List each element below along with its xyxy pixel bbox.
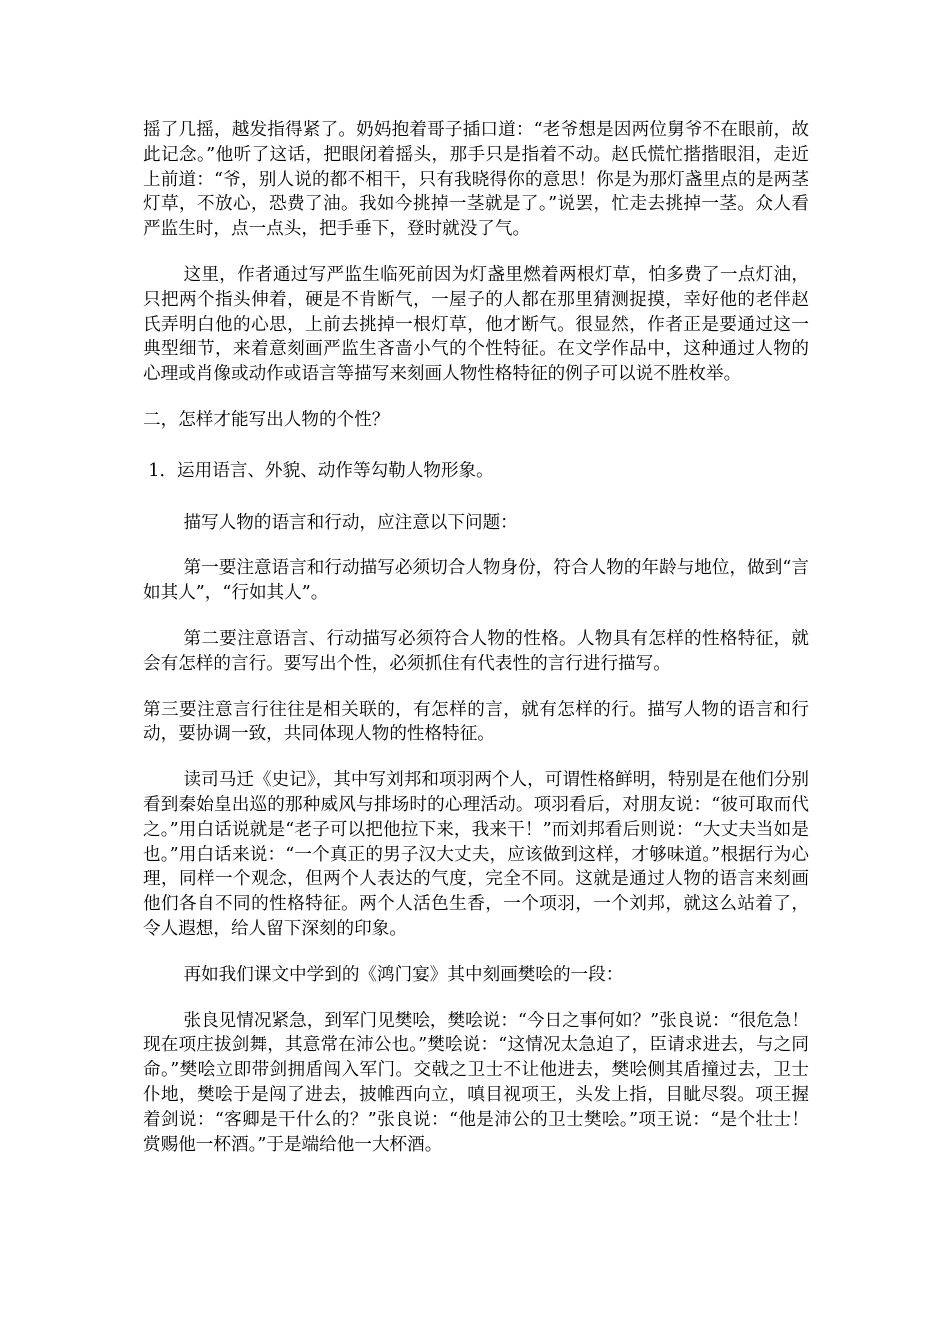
paragraph-fan-kuai-story: 张良见情况紧急，到军门见樊哙，樊哙说：“今日之事何如？”张良说：“很危急！现在项庄拔剑舞，其意常在沛公也。”樊哙说：“这情况太急迫了，臣请求进去，与之同命。”樊哙立即带剑拥盾闯入军门。交戟之卫士不让他进去，樊哙侧其盾撞过去，卫士仆地，樊哙于是闯了进去，披帷西向立，嗔目视项王，头发上指，目眦尽裂。项王握着剑说：“客卿是干什么的？”张良说：“他是沛公的卫士樊哙。”项王说：“是个壮士！赏赐他一杯酒。”于是端给他一大杯酒。 [143,1010,809,1155]
subsection-heading: 1．运用语言、外貌、动作等勾勒人物形象。 [148,460,494,481]
paragraph-intro: 描写人物的语言和行动，应注意以下问题： [183,512,518,533]
paragraph-point-one: 第一要注意语言和行动描写必须切合人物身份，符合人物的年龄与地位，做到“言如其人”，“行如其人”。 [143,558,809,604]
paragraph-point-two: 第二要注意语言、行动描写必须符合人物的性格。人物具有怎样的性格特征，就会有怎样的言行。要写出个性，必须抓住有代表性的言行进行描写。 [143,628,809,674]
paragraph-hongmenyan-intro: 再如我们课文中学到的《鸿门宴》其中刻画樊哙的一段： [183,964,624,985]
section-heading: 二，怎样才能写出人物的个性？ [143,409,390,430]
paragraph-shiji-example: 读司马迁《史记》，其中写刘邦和项羽两个人，可谓性格鲜明，特别是在他们分别看到秦始皇出巡的那种威风与排场时的心理活动。项羽看后，对朋友说：“彼可取而代之。”用白话说就是“老子可以把他拉下来，我来干！”而刘邦看后则说：“大丈夫当如是也。”用白话来说：“一个真正的男子汉大丈夫，应该做到这样，才够味道。”根据行为心理，同样一个观念，但两个人表达的气度，完全不同。这就是通过人物的语言来刻画他们各自不同的性格特征。两个人活色生香，一个项羽，一个刘邦，就这么站着了，令人遐想，给人留下深刻的印象。 [143,770,809,939]
paragraph-analysis: 这里，作者通过写严监生临死前因为灯盏里燃着两根灯草，怕多费了一点灯油，只把两个指头伸着，硬是不肯断气，一屋子的人都在那里猜测捉摸，幸好他的老伴赵氏弄明白他的心思，上前去挑掉一根灯草，他才断气。很显然，作者正是要通过这一典型细节，来着意刻画严监生吝啬小气的个性特征。在文学作品中，这种通过人物的心理或肖像或动作或语言等描写来刻画人物性格特征的例子可以说不胜枚举。 [143,264,809,385]
document-body [143,118,809,1178]
paragraph-yan-jiansheng-story: 摇了几摇，越发指得紧了。奶妈抱着哥子插口道：“老爷想是因两位舅爷不在眼前，故此记念。”他听了这话，把眼闭着摇头，那手只是指着不动。赵氏慌忙揩揩眼泪，走近上前道：“爷，别人说的都不相干，只有我晓得你的意思！你是为那灯盏里点的是两茎灯草，不放心，恐费了油。我如今挑掉一茎就是了。”说罢，忙走去挑掉一茎。众人看严监生时，点一点头，把手垂下，登时就没了气。 [143,120,809,240]
paragraph-point-three: 第三要注意言行往往是相关联的，有怎样的言，就有怎样的行。描写人物的语言和行动，要协调一致，共同体现人物的性格特征。 [143,699,809,745]
